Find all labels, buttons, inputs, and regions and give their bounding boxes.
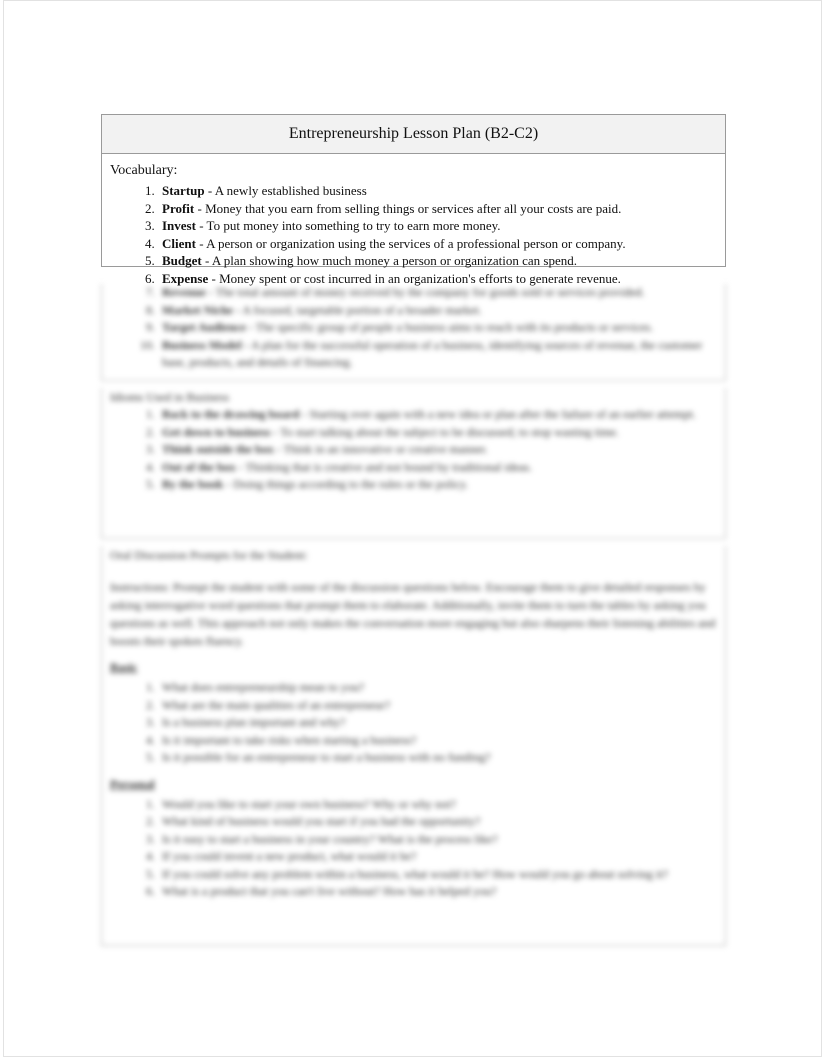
- idioms-cell: [101, 388, 726, 538]
- vocabulary-item: 8. Market Niche - A focused, targetable portion of a broader market.: [158, 302, 717, 320]
- title-row: [102, 115, 725, 154]
- question-item: 4. Is it important to take risks when starting a business?: [158, 732, 717, 750]
- idiom-item: 5. By the book - Doing things according to the rules or the policy.: [158, 476, 717, 494]
- vocabulary-item: 2. Profit - Money that you earn from selling things or services after all your costs are paid.: [158, 200, 717, 218]
- vocabulary-list: [110, 182, 717, 287]
- vocabulary-cell: [102, 154, 725, 286]
- idiom-item: 4. Out of the box - Thinking that is creative and not bound by traditional ideas.: [158, 459, 717, 477]
- vocabulary-continued: [101, 284, 726, 380]
- vocabulary-item: 1. Startup - A newly established business: [158, 182, 717, 200]
- idioms-list: [110, 406, 717, 494]
- vocabulary-item: 4. Client - A person or organization using the services of a professional person or company.: [158, 235, 717, 253]
- question-item: 3. Is it easy to start a business in your country? What is the process like?: [158, 831, 717, 849]
- idiom-item: 3. Think outside the box - Think in an innovative or creative manner.: [158, 441, 717, 459]
- blurred-content: [101, 278, 726, 946]
- vocabulary-label: Vocabulary:: [110, 163, 178, 178]
- question-item: 1. Would you like to start your own business? Why or why not?: [158, 796, 717, 814]
- idiom-item: 2. Get down to business - To start talking about the subject to be discussed; to stop wasting time.: [158, 424, 717, 442]
- vocabulary-item: 9. Target Audience - The specific group of people a business aims to reach with its products or services.: [158, 319, 717, 337]
- question-item: 1. What does entrepreneurship mean to you?: [158, 679, 717, 697]
- page-title: Entrepreneurship Lesson Plan (B2-C2): [288, 125, 539, 142]
- question-item: 6. What is a product that you can't live without? How has it helped you?: [158, 883, 717, 901]
- question-item: 5. Is it possible for an entrepreneur to start a business with no funding?: [158, 749, 717, 767]
- vocabulary-list-continued: [110, 284, 717, 372]
- vocabulary-item: 3. Invest - To put money into something to try to earn more money.: [158, 217, 717, 235]
- basic-questions: [110, 679, 717, 767]
- vocabulary-item: 5. Budget - A plan showing how much money a person or organization can spend.: [158, 252, 717, 270]
- discussion-cell: [101, 546, 726, 946]
- question-item: 3. Is a business plan important and why?: [158, 714, 717, 732]
- row-divider: [101, 538, 726, 539]
- idioms-label: Idioms Used in Business: [110, 390, 230, 404]
- personal-label: Personal: [110, 776, 155, 791]
- question-item: 2. What kind of business would you start if you had the opportunity?: [158, 813, 717, 831]
- vocabulary-item: 7. Revenue - The total amount of money received by the company for goods sold or services provided.: [158, 284, 717, 302]
- row-divider: [101, 380, 726, 381]
- question-item: 4. If you could invent a new product, what would it be?: [158, 848, 717, 866]
- discussion-instructions: Instructions: Prompt the student with some of the discussion questions below. Encourage them to give detailed responses by asking interrogative word questions that prompt them to elaborate. Additionally, invite them to turn the tables by asking you questions as well. This approach not only makes the conversation more engaging but also sharpens their listening abilities and boosts their spoken fluency.: [110, 580, 716, 648]
- vocabulary-item: 6. Expense - Money spent or cost incurred in an organization's efforts to generate revenue.: [158, 270, 717, 288]
- basic-label: Basic: [110, 660, 138, 674]
- discussion-label: Oral Discussion Prompts for the Student:: [110, 548, 308, 562]
- question-item: 2. What are the main qualities of an entrepreneur?: [158, 697, 717, 715]
- lesson-plan-table: [101, 114, 726, 286]
- idiom-item: 1. Back to the drawing board - Starting over again with a new idea or plan after the failure of an earlier attempt.: [158, 406, 717, 424]
- question-item: 5. If you could solve any problem within a business, what would it be? How would you go about solving it?: [158, 866, 717, 884]
- personal-questions: [110, 796, 717, 901]
- vocabulary-item: 10. Business Model - A plan for the successful operation of a business, identifying sources of revenue, the customer base, products, and details of financing.: [158, 337, 717, 372]
